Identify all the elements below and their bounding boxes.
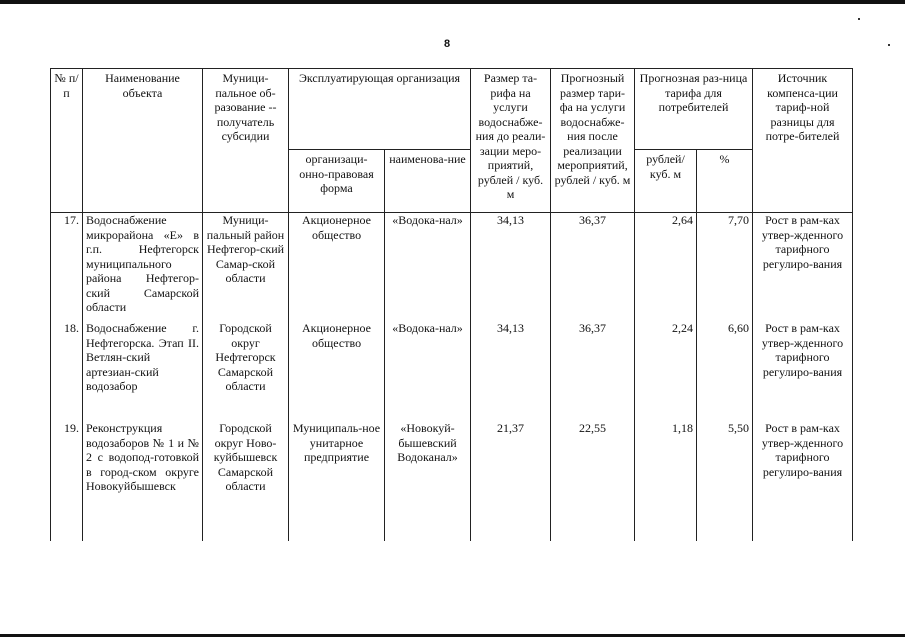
header-tariff-diff: Прогнозная раз-ница тарифа для потребителей [635, 69, 753, 150]
legal-form: Акционерное общество [289, 321, 385, 421]
table-row [51, 213, 853, 322]
org-name: «Водока-нал» [385, 321, 471, 421]
tariff-before: 34,13 [471, 321, 551, 421]
table-row [51, 321, 853, 421]
tariff-before: 21,37 [471, 421, 551, 541]
diff-rub: 1,18 [635, 421, 697, 541]
page-number: 8 [443, 38, 451, 50]
org-name: «Водока-нал» [385, 213, 471, 322]
header-tariff-before: Размер та-рифа на услуги водоснабже-ния до реали-зации меро-приятий, рублей / куб. м [471, 69, 551, 213]
header-operator: Эксплуатирующая организация [289, 69, 471, 150]
scan-speck [858, 18, 860, 20]
header-object-name: Наименование объекта [83, 69, 203, 213]
header-tariff-after: Прогнозный размер тари-фа на услуги водоснабже-ния после реализации мероприятий, рублей / куб. м [551, 69, 635, 213]
subsidy-table [50, 68, 853, 541]
header-num: № п/п [51, 69, 83, 213]
diff-pct: 7,70 [697, 213, 753, 322]
tariff-after: 22,55 [551, 421, 635, 541]
header-diff-pct: % [697, 150, 753, 213]
municipality: Муници-пальный район Нефтегор-ский Самар-ской области [203, 213, 289, 322]
diff-rub: 2,24 [635, 321, 697, 421]
header-org-name: наименова-ние [385, 150, 471, 213]
row-number: 17. [51, 213, 83, 322]
header-legal-form: организаци-онно-правовая форма [289, 150, 385, 213]
org-name: «Новокуй-бышевский Водоканал» [385, 421, 471, 541]
municipality: Городской округ Ново-куйбышевск Самарской области [203, 421, 289, 541]
legal-form: Акционерное общество [289, 213, 385, 322]
legal-form: Муниципаль-ное унитарное предприятие [289, 421, 385, 541]
table-row [51, 421, 853, 541]
header-diff-rub: рублей/ куб. м [635, 150, 697, 213]
tariff-after: 36,37 [551, 213, 635, 322]
top-border-rule [0, 0, 905, 4]
scan-speck [888, 44, 890, 46]
diff-rub: 2,64 [635, 213, 697, 322]
object-name: Водоснабжение микрорайона «Е» в г.п. Нефтегорск муниципального района Нефтегор-ский Самарской области [83, 213, 203, 322]
diff-pct: 6,60 [697, 321, 753, 421]
header-municipality: Муници-пальное об-разование -- получатель субсидии [203, 69, 289, 213]
row-number: 19. [51, 421, 83, 541]
municipality: Городской округ Нефтегорск Самарской области [203, 321, 289, 421]
header-compensation-source: Источник компенса-ции тариф-ной разницы для потре-бителей [753, 69, 853, 213]
compensation-source: Рост в рам-ках утвер-жденного тарифного регулиро-вания [753, 321, 853, 421]
bottom-border-rule [0, 634, 905, 637]
tariff-before: 34,13 [471, 213, 551, 322]
diff-pct: 5,50 [697, 421, 753, 541]
row-number: 18. [51, 321, 83, 421]
object-name: Реконструкция водозаборов № 1 и № 2 с водопод-готовкой в город-ском округе Новокуйбышевск [83, 421, 203, 541]
compensation-source: Рост в рам-ках утвер-жденного тарифного регулиро-вания [753, 213, 853, 322]
compensation-source: Рост в рам-ках утвер-жденного тарифного регулиро-вания [753, 421, 853, 541]
object-name: Водоснабжение г. Нефтегорска. Этап II. Ветлян-ский артезиан-ский водозабор [83, 321, 203, 421]
tariff-after: 36,37 [551, 321, 635, 421]
